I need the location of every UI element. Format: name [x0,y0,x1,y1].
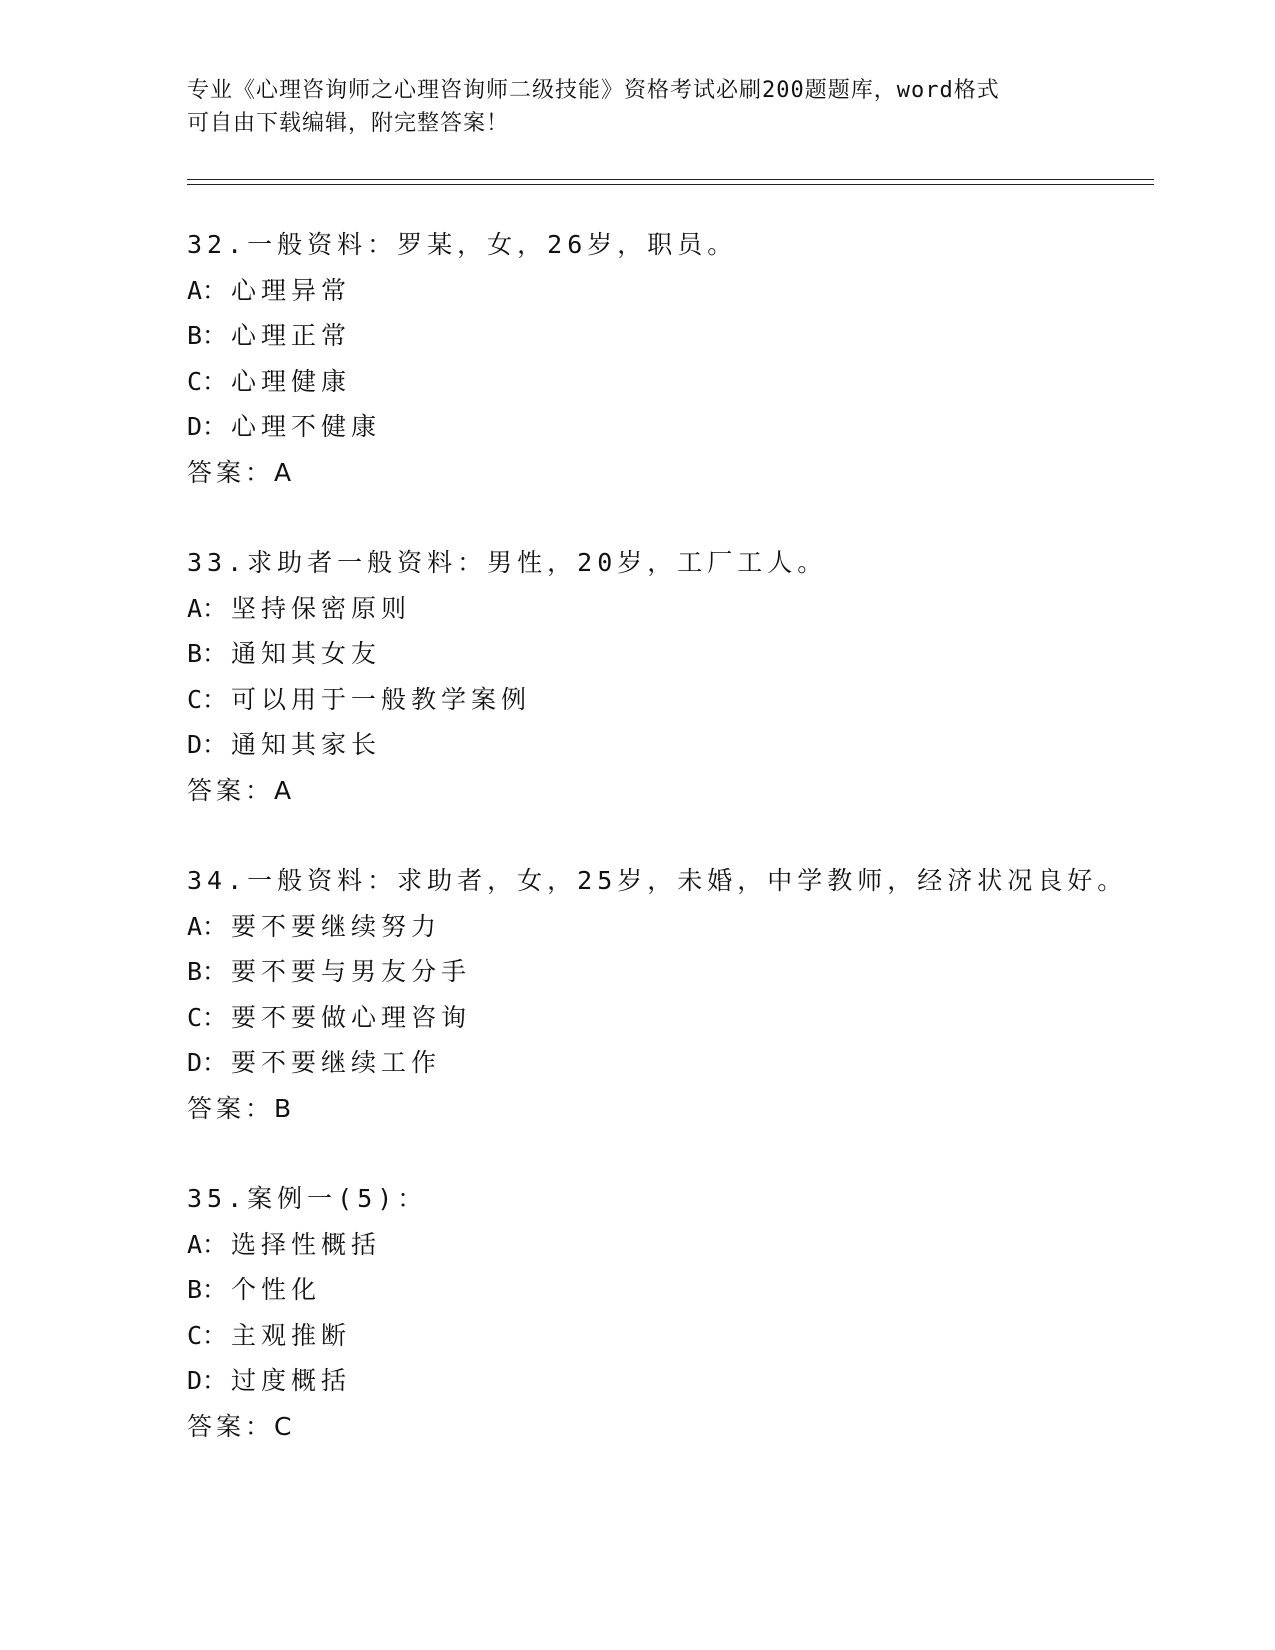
question-34 [187,858,1147,1131]
option-d [187,1358,1147,1404]
question-title: 34.一般资料：求助者，女，25岁，未婚，中学教师，经济状况良好。 [187,866,1128,895]
option-b [187,631,1147,677]
option-letter: D： [187,412,228,441]
option-text: 要不要继续工作 [231,1048,442,1077]
option-b [187,313,1147,359]
option-c [187,1313,1147,1359]
option-c [187,995,1147,1041]
answer-label: 答案： [187,1093,275,1123]
option-letter: D： [187,1366,228,1395]
answer-value: B [274,1093,294,1123]
option-c [187,677,1147,723]
option-b [187,1267,1147,1313]
question-title: 32.一般资料：罗某，女，26岁，职员。 [187,230,738,259]
answer-value: A [274,775,294,805]
option-text: 心理不健康 [231,412,382,441]
option-text: 通知其家长 [231,730,382,759]
option-letter: A： [187,1229,228,1259]
option-text: 过度概括 [231,1366,352,1395]
option-letter: C： [187,366,228,396]
option-text: 心理异常 [231,275,352,305]
option-d [187,722,1147,768]
option-text: 通知其女友 [231,639,382,668]
question-35 [187,1176,1147,1449]
answer-value: A [274,457,294,487]
option-letter: B： [187,321,228,350]
answer-label: 答案： [187,1411,275,1441]
question-title: 35.案例一(5)： [187,1184,428,1213]
option-text: 坚持保密原则 [231,593,412,623]
option-letter: A： [187,593,228,623]
option-letter: D： [187,730,228,759]
option-a [187,904,1147,950]
header-line-2: 可自由下载编辑，附完整答案！ [187,111,510,136]
answer-value: C [274,1411,294,1441]
option-text: 主观推断 [231,1320,352,1350]
option-text: 可以用于一般教学案例 [231,684,532,714]
option-text: 要不要做心理咨询 [231,1002,472,1032]
option-letter: A： [187,911,228,941]
option-letter: C： [187,1002,228,1032]
question-32 [187,222,1147,495]
document-header [187,74,1087,140]
option-text: 个性化 [231,1275,322,1304]
header-line-1: 专业《心理咨询师之心理咨询师二级技能》资格考试必刷200题题库，word格式 [187,78,1000,103]
option-b [187,949,1147,995]
option-letter: B： [187,639,228,668]
option-letter: B： [187,1275,228,1304]
option-text: 选择性概括 [231,1229,382,1259]
option-letter: C： [187,684,228,714]
option-text: 要不要继续努力 [231,911,442,941]
answer-line [187,768,1147,814]
option-a [187,586,1147,632]
answer-line [187,1086,1147,1132]
option-a [187,268,1147,314]
option-letter: C： [187,1320,228,1350]
option-text: 心理正常 [231,321,352,350]
option-letter: D： [187,1048,228,1077]
header-divider-top [187,179,1154,180]
option-a [187,1222,1147,1268]
option-d [187,404,1147,450]
answer-label: 答案： [187,775,275,805]
option-letter: B： [187,957,228,986]
option-c [187,359,1147,405]
option-d [187,1040,1147,1086]
option-text: 要不要与男友分手 [231,957,472,986]
answer-line [187,1404,1147,1450]
question-33 [187,540,1147,813]
question-title: 33.求助者一般资料：男性，20岁，工厂工人。 [187,548,828,577]
answer-label: 答案： [187,457,275,487]
answer-line [187,450,1147,496]
header-divider-bottom [187,184,1154,185]
option-text: 心理健康 [231,366,352,396]
option-letter: A： [187,275,228,305]
